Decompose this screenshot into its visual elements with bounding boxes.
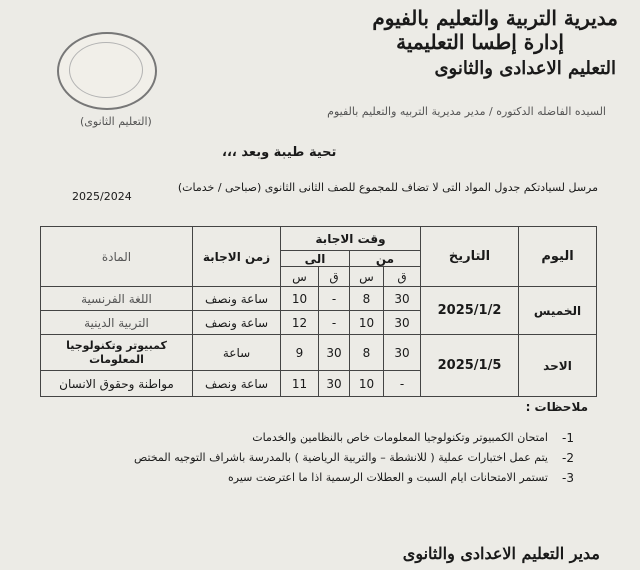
from-hour-cell: 8 — [350, 335, 384, 371]
header-from-hour: س — [350, 267, 384, 287]
from-minute-cell: 30 — [384, 335, 421, 371]
subject-cell: مواطنة وحقوق الانسان — [41, 371, 193, 397]
subject-cell: كمبيوتر وتكنولوجيا المعلومات — [41, 335, 193, 371]
note-number: -1 — [562, 431, 574, 445]
from-minute-cell: - — [384, 371, 421, 397]
addressee-line: السيده الفاضله الدكتوره / مدير مديرية التربيه والتعليم بالفيوم — [327, 105, 606, 118]
note-number: -3 — [562, 471, 574, 485]
day-cell: الخميس — [519, 287, 597, 335]
to-hour-cell: 12 — [281, 311, 319, 335]
header-administration: إدارة إطسا التعليمية — [396, 30, 564, 54]
from-minute-cell: 30 — [384, 311, 421, 335]
note-text: تستمر الامتحانات ايام السبت و العطلات الرسمية اذا ما اعترضت سيره — [228, 471, 548, 484]
from-minute-cell: 30 — [384, 287, 421, 311]
date-cell: 2025/1/5 — [421, 335, 519, 397]
header-day: اليوم — [519, 227, 597, 287]
schedule-table — [40, 226, 597, 397]
header-to: الى — [281, 251, 350, 267]
intro-text: مرسل لسيادتكم جدول المواد التى لا تضاف للمجموع للصف الثانى الثانوى (صباحى / خدمات) — [177, 181, 598, 194]
header-duration: زمن الاجابة — [193, 227, 281, 287]
subject-cell: اللغة الفرنسية — [41, 287, 193, 311]
table-row — [41, 335, 597, 371]
signature-title: مدير التعليم الاعدادى والثانوى — [402, 544, 600, 563]
greeting: تحية طيبة وبعد ،،، — [222, 145, 337, 160]
to-minute-cell: - — [319, 311, 350, 335]
day-cell: الاحد — [519, 335, 597, 397]
note-text: يتم عمل اختبارات عملية ( للانشطة – والتربية الرياضية ) بالمدرسة باشراف التوجيه المختص — [134, 451, 548, 464]
header-to-hour: س — [281, 267, 319, 287]
header-from: من — [350, 251, 421, 267]
header-directorate: مديرية التربية والتعليم بالفيوم — [372, 6, 618, 30]
notes-title: ملاحظات : — [525, 400, 588, 414]
header-subject: المادة — [41, 227, 193, 287]
seal-inner-ring — [69, 42, 143, 98]
subject-cell: التربية الدينية — [41, 311, 193, 335]
to-hour-cell: 9 — [281, 335, 319, 371]
from-hour-cell: 10 — [350, 371, 384, 397]
header-department: التعليم الاعدادى والثانوى — [434, 58, 616, 79]
header-date: التاريخ — [421, 227, 519, 287]
note-text: امتحان الكمبيوتر وتكنولوجيا المعلومات خاص بالنظامين والخدمات — [252, 431, 548, 444]
academic-year: 2025/2024 — [72, 190, 132, 203]
from-hour-cell: 8 — [350, 287, 384, 311]
duration-cell: ساعة ونصف — [193, 287, 281, 311]
to-minute-cell: - — [319, 287, 350, 311]
header-to-minute: ق — [319, 267, 350, 287]
to-hour-cell: 10 — [281, 287, 319, 311]
date-cell: 2025/1/2 — [421, 287, 519, 335]
duration-cell: ساعة ونصف — [193, 371, 281, 397]
header-from-minute: ق — [384, 267, 421, 287]
table-row — [41, 287, 597, 311]
to-minute-cell: 30 — [319, 335, 350, 371]
ministry-seal — [57, 32, 157, 110]
header-answer-time: وقت الاجابة — [281, 227, 421, 251]
duration-cell: ساعة ونصف — [193, 311, 281, 335]
to-hour-cell: 11 — [281, 371, 319, 397]
from-hour-cell: 10 — [350, 311, 384, 335]
section-tag: (التعليم الثانوى) — [80, 115, 152, 128]
duration-cell: ساعة — [193, 335, 281, 371]
note-number: -2 — [562, 451, 574, 465]
to-minute-cell: 30 — [319, 371, 350, 397]
